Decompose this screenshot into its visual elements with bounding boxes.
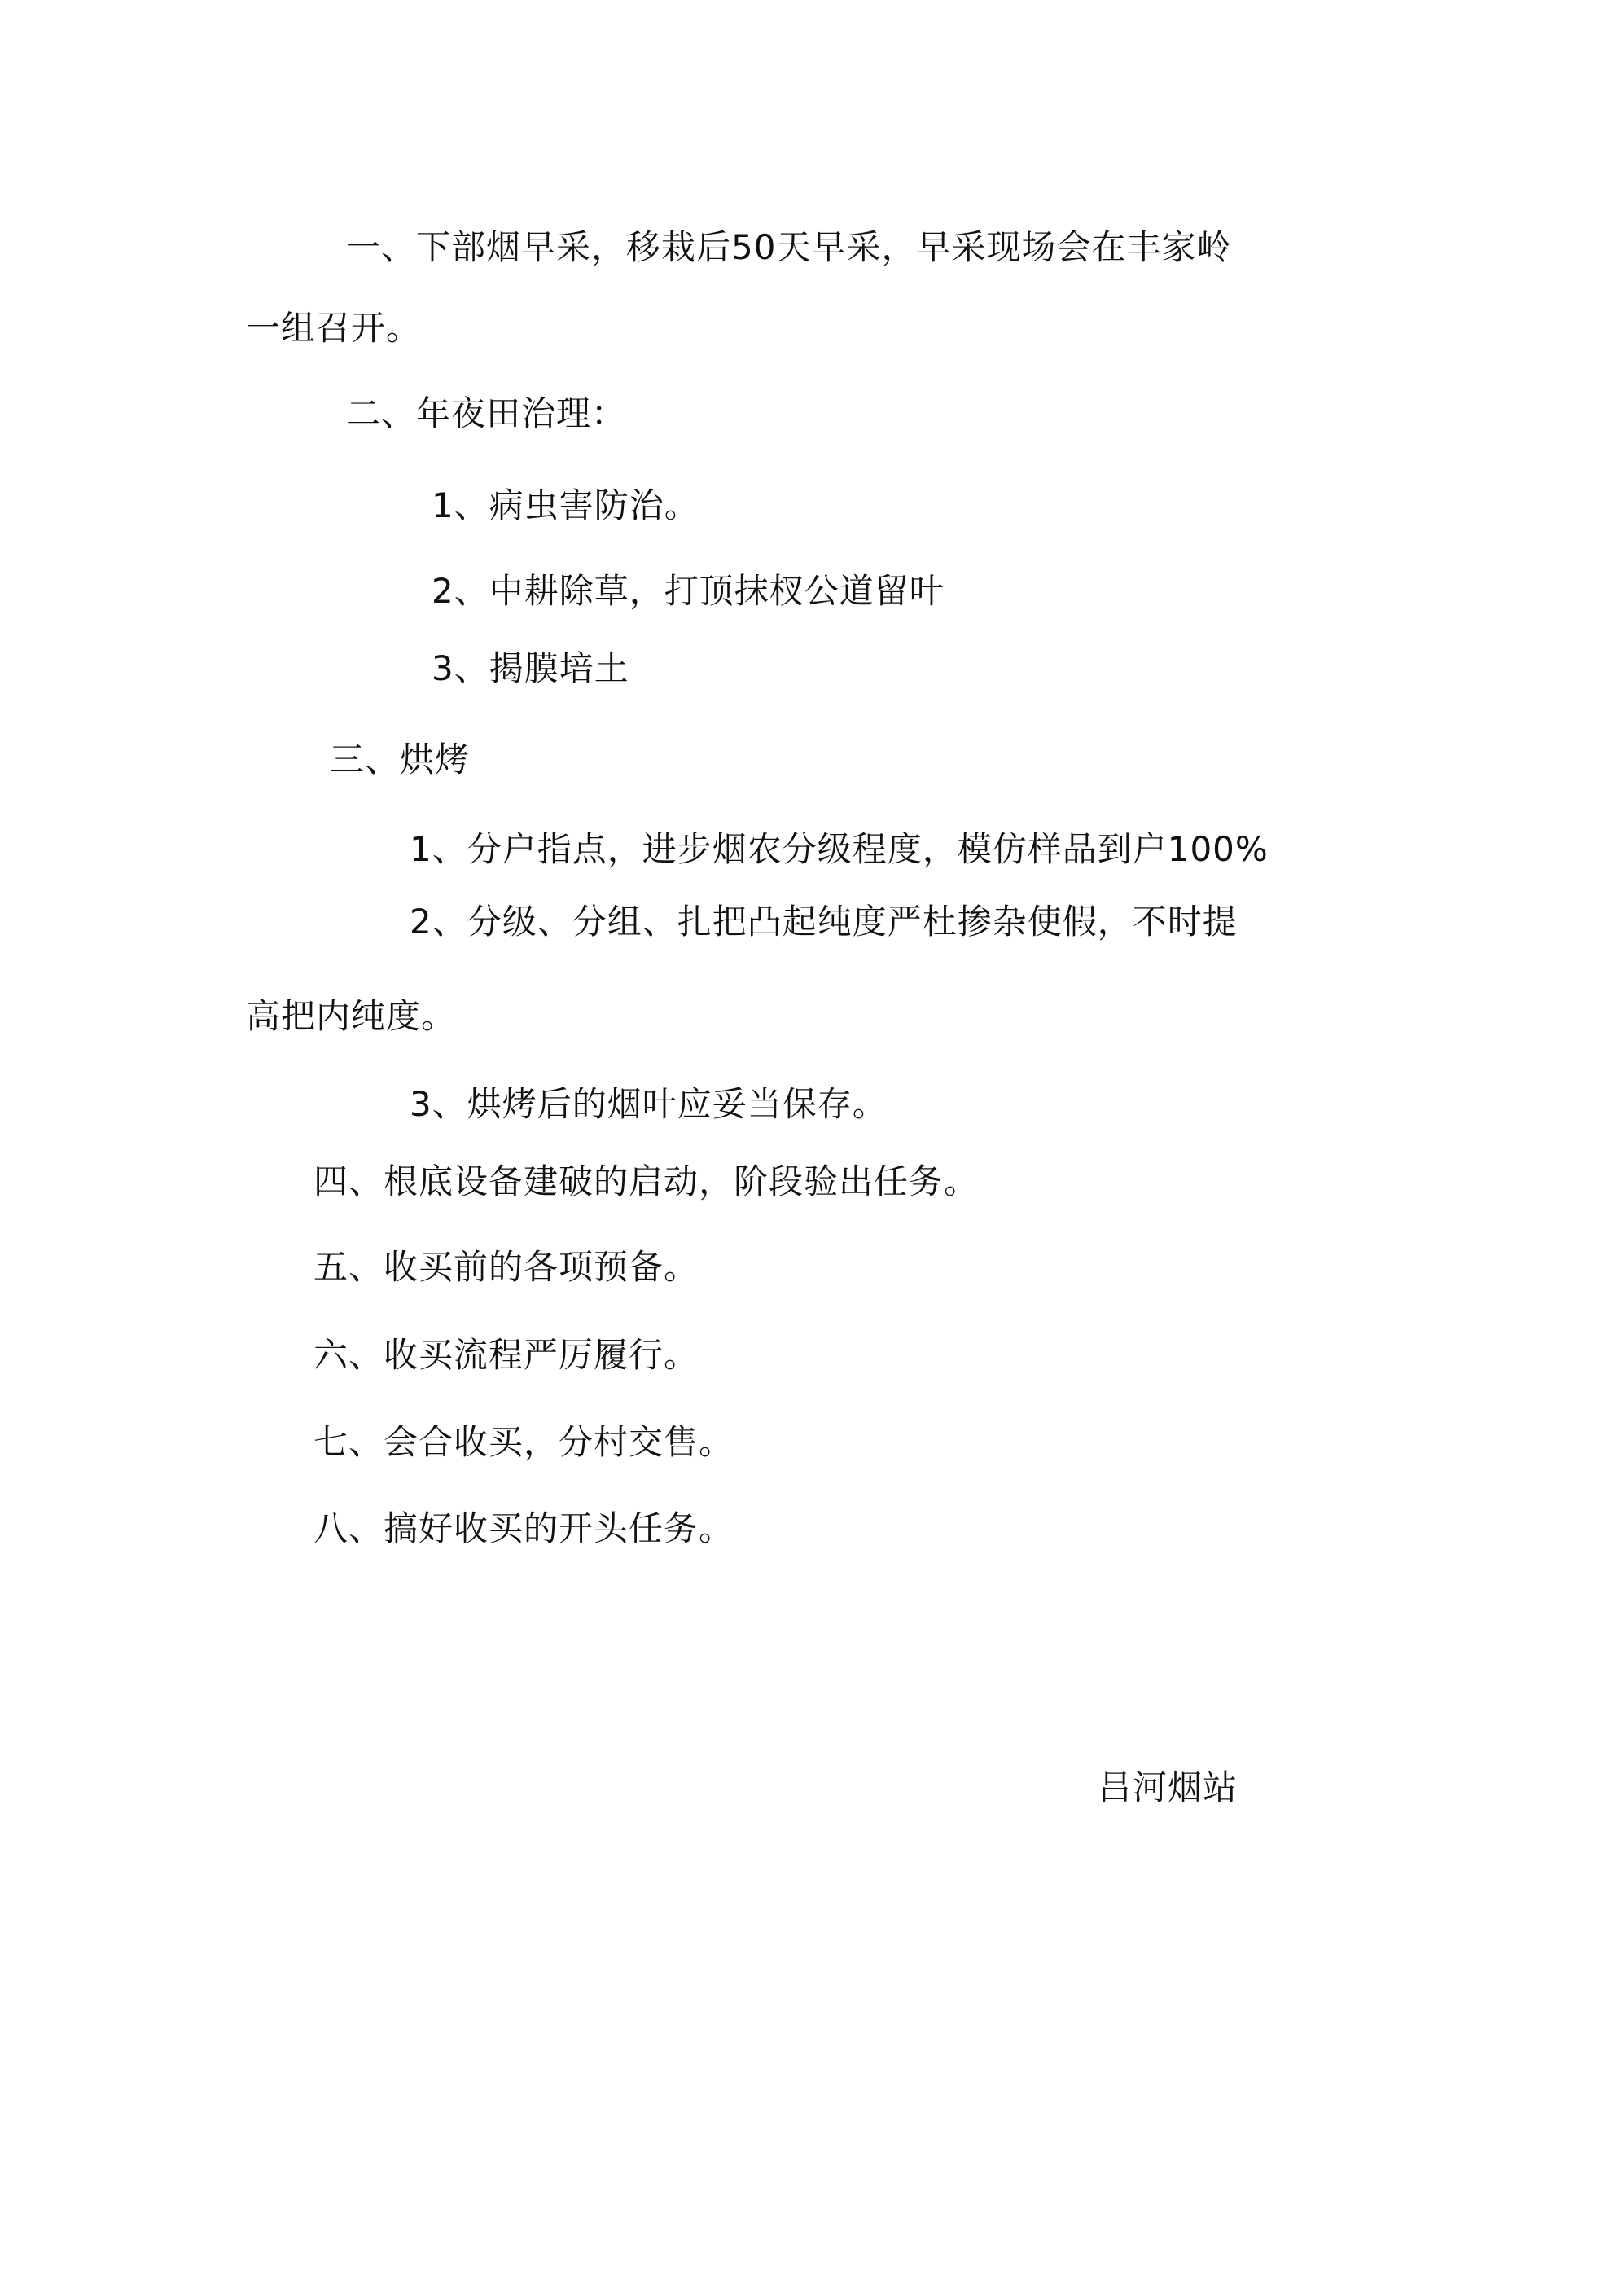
section-2-item-2: 2、中耕除草，打顶抹杈公道留叶	[432, 571, 945, 611]
section-3-item-3: 3、烘烤后的烟叶应妥当保存。	[410, 1084, 888, 1124]
section-7-line: 七、会合收买，分村交售。	[313, 1422, 734, 1462]
section-1-line-1: 一、下部烟早采，移栽后50天早采，早采现场会在丰家岭	[346, 227, 1232, 267]
section-6-line: 六、收买流程严厉履行。	[313, 1335, 699, 1375]
section-3-item-2-line-2: 高把内纯度。	[246, 996, 457, 1036]
section-3-item-1: 1、分户指点，进步烟农分级程度，模仿样品到户100%	[410, 829, 1269, 869]
section-2-item-1: 1、病虫害防治。	[432, 485, 699, 525]
section-2-heading: 二、年夜田治理：	[346, 393, 627, 433]
signature: 吕河烟站	[1098, 1767, 1238, 1807]
section-3-item-2-line-1: 2、分级、分组、扎把凸起纯度严杜掺杂使假，不时提	[410, 902, 1238, 942]
section-5-line: 五、收买前的各项预备。	[313, 1247, 699, 1287]
section-8-line: 八、搞好收买的开头任务。	[313, 1508, 734, 1548]
section-1-line-2: 一组召开。	[246, 308, 422, 348]
section-2-item-3: 3、揭膜培土	[432, 648, 629, 688]
section-3-heading: 三、烘烤	[330, 740, 471, 779]
section-4-line: 四、根底设备建破的启动，阶段验出任务。	[313, 1161, 980, 1201]
